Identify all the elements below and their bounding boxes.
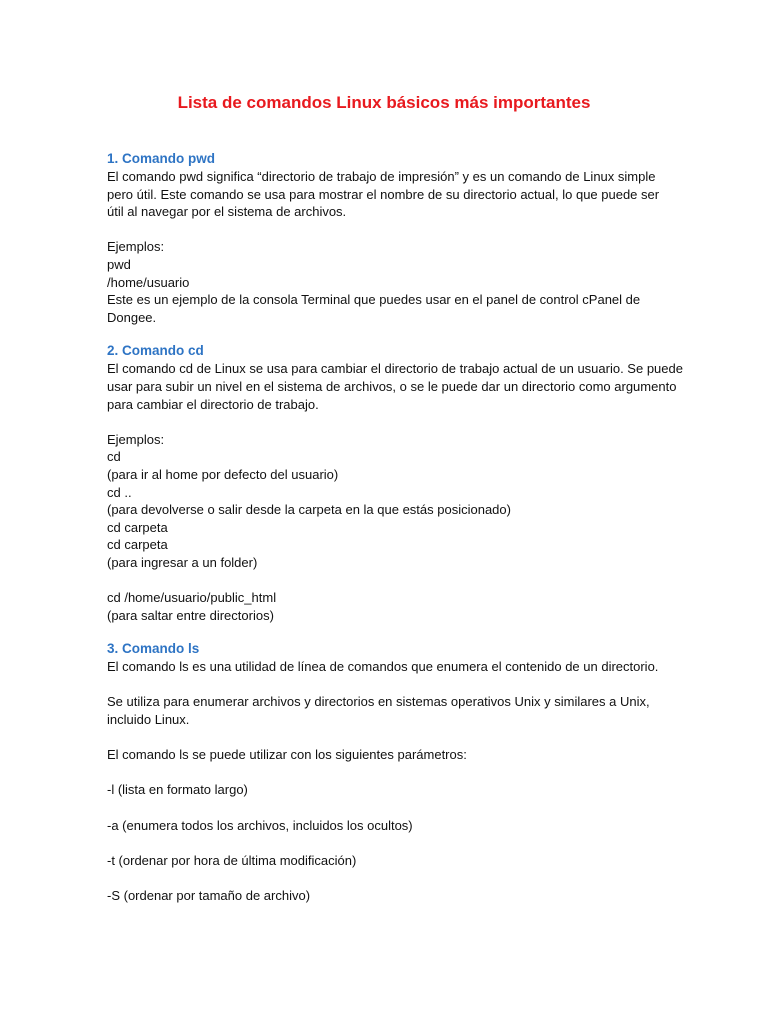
- parameter-item: -l (lista en formato largo): [107, 782, 248, 798]
- code-line: pwd: [107, 256, 131, 272]
- code-line: cd /home/usuario/public_html: [107, 590, 277, 606]
- section-ls: [107, 640, 667, 904]
- spacer: [107, 729, 667, 747]
- section-heading: 2. Comando cd: [107, 343, 204, 359]
- spacer: [107, 413, 667, 431]
- document-body: [107, 150, 683, 905]
- paragraph-line: (para ir al home por defecto del usuario): [107, 466, 339, 482]
- paragraph-line: El comando pwd significa “directorio de trabajo de impresión” y es un comando de Linux simple: [107, 169, 656, 184]
- paragraph-line: Ejemplos:: [107, 431, 165, 447]
- section-heading: 3. Comando ls: [107, 641, 200, 657]
- document-title: Lista de comandos Linux básicos más importantes: [177, 93, 591, 112]
- spacer: [107, 799, 667, 817]
- paragraph-line: para cambiar el directorio de trabajo.: [107, 396, 319, 412]
- paragraph-line: (para devolverse o salir desde la carpeta en la que estás posicionado): [107, 502, 511, 518]
- section-heading: 1. Comando pwd: [107, 151, 215, 166]
- paragraph-line: Este es un ejemplo de la consola Terminal que puedes usar en el panel de control cPanel de: [107, 292, 641, 308]
- spacer: [107, 676, 667, 694]
- spacer: [107, 624, 667, 640]
- spacer: [107, 764, 667, 782]
- section-pwd: [107, 150, 667, 326]
- code-line: cd carpeta: [107, 519, 168, 535]
- paragraph-line: usar para subir un nivel en el sistema de archivos, o se le puede dar un directorio como argumento: [107, 378, 677, 394]
- paragraph-line: (para ingresar a un folder): [107, 554, 258, 570]
- spacer: [107, 221, 667, 239]
- paragraph-line: Se utiliza para enumerar archivos y directorios en sistemas operativos Unix y similares a Unix,: [107, 694, 650, 710]
- section-cd: [107, 342, 683, 624]
- spacer: [107, 571, 667, 589]
- paragraph-line: útil al navegar por el sistema de archivos.: [107, 204, 347, 220]
- paragraph-line: El comando ls se puede utilizar con los siguientes parámetros:: [107, 747, 467, 763]
- paragraph-line: (para saltar entre directorios): [107, 607, 274, 623]
- parameter-item: -a (enumera todos los archivos, incluidos los ocultos): [107, 817, 413, 833]
- paragraph-line: pero útil. Este comando se usa para mostrar el nombre de su directorio actual, lo que puede ser: [107, 186, 660, 202]
- paragraph-line: Dongee.: [107, 309, 157, 325]
- parameter-item: -t (ordenar por hora de última modificación): [107, 852, 357, 868]
- code-line: cd carpeta: [107, 537, 168, 553]
- paragraph-line: Ejemplos:: [107, 239, 165, 255]
- code-line: cd: [107, 449, 121, 465]
- spacer: [107, 834, 667, 852]
- spacer: [107, 869, 667, 887]
- spacer: [107, 326, 667, 342]
- paragraph-line: El comando cd de Linux se usa para cambiar el directorio de trabajo actual de un usuario. Se puede: [107, 361, 683, 377]
- paragraph-line: El comando ls es una utilidad de línea de comandos que enumera el contenido de un directorio.: [107, 659, 659, 675]
- code-line: cd ..: [107, 484, 132, 500]
- code-line: /home/usuario: [107, 274, 190, 290]
- parameter-item: -S (ordenar por tamaño de archivo): [107, 887, 311, 903]
- paragraph-line: incluido Linux.: [107, 712, 190, 728]
